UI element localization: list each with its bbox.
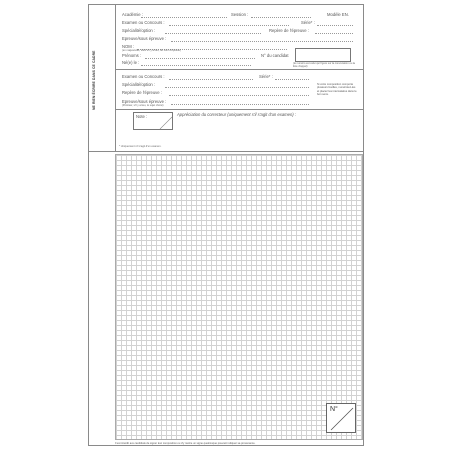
specialite-label: Spécialité/option : (122, 28, 156, 33)
side-warning-text: NE RIEN ÉCRIRE DANS CE CADRE (92, 50, 96, 110)
specialite-line-2 (165, 87, 309, 88)
nom-label: NOM : (122, 44, 135, 49)
candidate-number-box[interactable] (295, 48, 351, 62)
note-diagonal-icon (134, 113, 174, 131)
serie-label-2: Série* : (259, 74, 273, 79)
page-number-box[interactable] (326, 403, 356, 433)
note-box[interactable] (133, 112, 173, 130)
separator-bottom (89, 151, 363, 152)
epreuve-label-2: Epreuve/sous épreuve : (122, 99, 167, 104)
pages-instruction: Si votre composition comporte plusieurs feuilles, numérotez-les et placez les intercalaires dans le bon sens. (317, 83, 357, 97)
epreuve-line (171, 41, 353, 42)
academie-label: Académie : (122, 12, 143, 17)
candidat-note: (le numéro est celui qui figure sur la convocation ou la liste d'appel) (293, 62, 355, 68)
footer-notice: Il est interdit aux candidats de signer leur composition ou d'y mettre un signe quelconque pouvant indiquer sa provenance. (115, 442, 256, 445)
exam-answer-sheet (88, 4, 364, 446)
specialite-label-2: Spécialité/option : (122, 82, 156, 87)
examen-line (169, 25, 289, 26)
note-label: Note : (136, 114, 148, 119)
repere-line-2 (169, 95, 309, 96)
epreuve-note: (Préciser, s'il y a lieu, le sujet choisi) (122, 104, 164, 107)
modele-label: Modèle EN. (327, 12, 349, 17)
repere-label: Repère de l'épreuve : (269, 28, 309, 33)
prenoms-label: Prénoms : (122, 53, 142, 58)
session-label: Session : (231, 12, 249, 17)
epreuve-line-2 (171, 104, 309, 105)
separator-middle (115, 109, 363, 110)
candidat-label: N° du candidat (261, 53, 289, 58)
ne-le-label: Né(e) le : (122, 60, 140, 65)
serie-label: Série* : (301, 20, 315, 25)
repere-line (315, 33, 353, 34)
session-line (251, 17, 311, 18)
examen-line-2 (169, 79, 253, 80)
answer-grid-area[interactable] (115, 154, 363, 440)
margin-column (89, 5, 116, 151)
appreciation-label: Appréciation du correcteur (uniquement s'il s'agit d'un examen) : (177, 112, 297, 117)
specialite-line (165, 33, 261, 34)
page-number-label: N° (330, 406, 338, 413)
academie-line (141, 17, 227, 18)
examen-label: Examen ou Concours : (122, 20, 165, 25)
nom-note: (en majuscules, suivi s'il y a lieu, du nom d'épouse) (122, 49, 181, 52)
page-number-diagonal-icon (327, 404, 357, 434)
serie-line (317, 25, 353, 26)
separator-top (115, 69, 363, 70)
epreuve-label: Epreuve/sous épreuve : (122, 36, 167, 41)
ne-le-line (141, 65, 251, 66)
serie-footnote: * Uniquement s'il s'agit d'un examen. (119, 145, 162, 148)
serie-line-2 (275, 79, 309, 80)
repere-label-2: Repère de l'épreuve : (122, 90, 162, 95)
prenoms-line (145, 58, 255, 59)
examen-label-2: Examen ou Concours : (122, 74, 165, 79)
